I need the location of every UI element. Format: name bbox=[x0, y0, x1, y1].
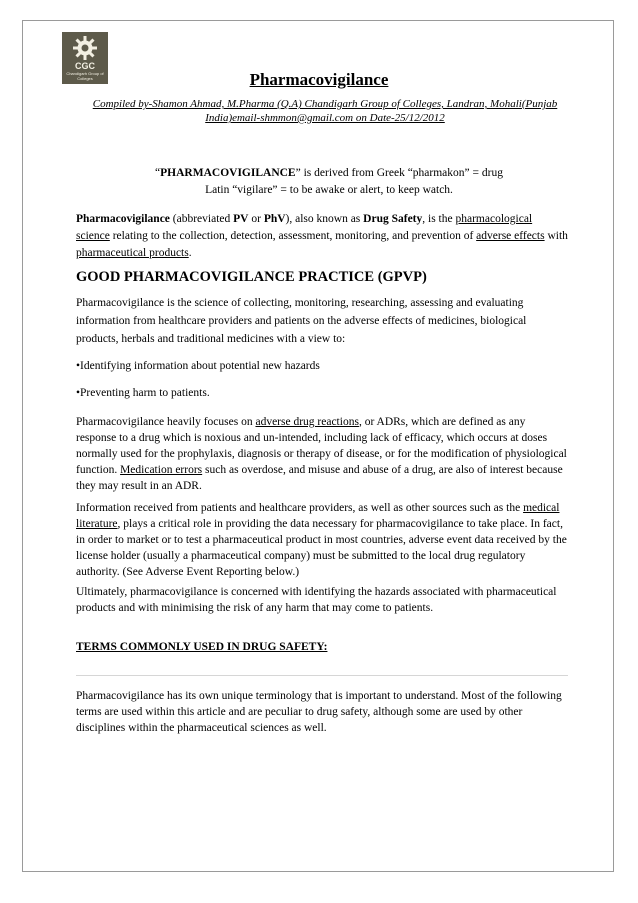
etymology-paragraph bbox=[76, 165, 568, 199]
logo-text: CGC bbox=[75, 61, 95, 71]
link-pharmacological[interactable]: pharmacological bbox=[455, 213, 533, 225]
logo-subtext: Chandigarh Group of Colleges bbox=[66, 71, 104, 81]
link-medication-errors[interactable]: Medication errors bbox=[120, 464, 203, 476]
etymology-line-1: “PHARMACOVIGILANCE” is derived from Greek “pharmakon” = drug bbox=[155, 167, 503, 179]
document-title: Pharmacovigilance bbox=[249, 70, 389, 89]
etymology-term: PHARMACOVIGILANCE bbox=[160, 167, 296, 179]
compiled-line-2: India)email-shmmon@gmail.com on Date-25/12/2012 bbox=[205, 112, 445, 124]
adr-paragraph: Pharmacovigilance heavily focuses on adverse drug reactions, or ADRs, which are defined as any response to a drug which is noxious and un-intended, including lack of efficacy, which occurs at doses normally used for the prophylaxis, diagnosis or therapy of disease, or for the modification of physiological function. Medication errors such as overdose, and misuse and abuse of a drug, are also of interest because they may result in an ADR. bbox=[76, 416, 567, 492]
compiled-by-line bbox=[80, 97, 570, 125]
information-paragraph: Information received from patients and healthcare providers, as well as other sources such as the medical literature, plays a critical role in providing the data necessary for pharmacovigilance to take place. In fact, in order to market or to test a pharmaceutical product in most countries, adverse event data received by the license holder (usually a pharmaceutical company) must be submitted to the local drug regulatory authority. (See Adverse Event Reporting below.) bbox=[76, 502, 567, 578]
terms-paragraph: Pharmacovigilance has its own unique terminology that is important to understand. Most of the following terms are used within this article and are peculiar to drug safety, although some are used by other disciplines within the pharmaceutical sciences as well. bbox=[76, 690, 562, 734]
link-pharmaceutical-products[interactable]: pharmaceutical products bbox=[76, 247, 189, 259]
gvp-heading: GOOD PHARMACOVIGILANCE PRACTICE (GPVP) bbox=[76, 269, 427, 285]
link-science[interactable]: science bbox=[76, 230, 110, 242]
section-divider bbox=[76, 675, 568, 676]
terms-heading: TERMS COMMONLY USED IN DRUG SAFETY: bbox=[76, 641, 328, 653]
link-adverse-effects[interactable]: adverse effects bbox=[476, 230, 545, 242]
compiled-line-1: Compiled by-Shamon Ahmad, M.Pharma (Q.A) Chandigarh Group of Colleges, Landran, Mohali(Punjab bbox=[92, 98, 558, 110]
gvp-paragraph: Pharmacovigilance is the science of collecting, monitoring, researching, assessing and evaluating information from healthcare providers and patients on the adverse effects of medicines, biological products, herbals and traditional medicines with a view to: bbox=[76, 297, 527, 345]
document-body bbox=[76, 165, 568, 736]
definition-paragraph: Pharmacovigilance (abbreviated PV or PhV), also known as Drug Safety, is the pharmacological science relating to the collection, detection, assessment, monitoring, and prevention of adverse effects with pharmaceutical products. bbox=[76, 213, 568, 259]
link-adverse-drug-reactions[interactable]: adverse drug reactions bbox=[255, 416, 359, 428]
bullet-item: •Identifying information about potential new hazards bbox=[76, 360, 320, 372]
bullet-item: •Preventing harm to patients. bbox=[76, 387, 210, 399]
etymology-line-2: Latin “vigilare” = to be awake or alert, to keep watch. bbox=[205, 184, 453, 196]
link-medical-literature[interactable]: medical literature bbox=[76, 502, 560, 530]
ultimately-paragraph: Ultimately, pharmacovigilance is concerned with identifying the hazards associated with pharmaceutical products and with minimising the risk of any harm that may come to patients. bbox=[76, 586, 557, 614]
gear-icon bbox=[72, 35, 98, 61]
